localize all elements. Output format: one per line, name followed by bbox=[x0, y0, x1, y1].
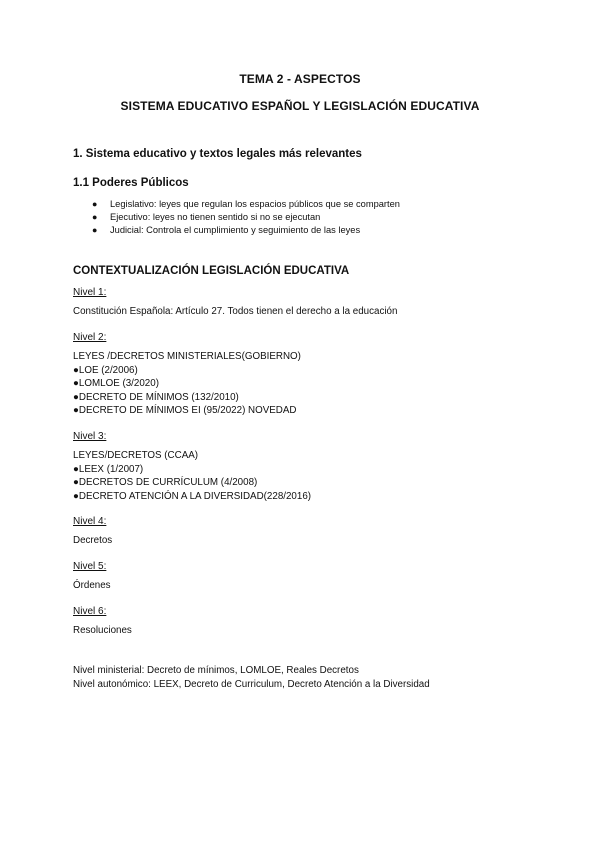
level-2-content: LEYES /DECRETOS MINISTERIALES(GOBIERNO) ●LOE (2/2006) ●LOMLOE (3/2020) ●DECRETO DE MÍNIMOS (132/2010) ●DECRETO DE MÍNIMOS EI (95/2022) NOVEDAD bbox=[73, 351, 301, 416]
level-1-content: Constitución Española: Artículo 27. Todos tienen el derecho a la educación bbox=[73, 306, 398, 317]
list-item: ● Legislativo: leyes que regulan los espacios públicos que se comparten bbox=[92, 198, 400, 211]
level-2-label: Nivel 2: bbox=[73, 332, 107, 343]
bullet-icon: ● bbox=[92, 212, 98, 223]
bullet-icon: ● bbox=[92, 225, 98, 236]
document-title: TEMA 2 - ASPECTOS bbox=[239, 72, 361, 86]
level-3-content: LEYES/DECRETOS (CCAA) ●LEEX (1/2007) ●DECRETOS DE CURRÍCULUM (4/2008) ●DECRETO ATENCIÓN A LA DIVERSIDAD(228/2016) bbox=[73, 450, 312, 502]
level-6-content: Resoluciones bbox=[73, 625, 132, 636]
level-6-label: Nivel 6: bbox=[73, 606, 107, 617]
summary: Nivel ministerial: Decreto de mínimos, LOMLOE, Reales Decretos Nivel autonómico: LEEX, Decreto de Curriculum, Decreto Atención a la Diversidad bbox=[73, 665, 430, 690]
level-5-label: Nivel 5: bbox=[73, 561, 107, 572]
document-subtitle: SISTEMA EDUCATIVO ESPAÑOL Y LEGISLACIÓN EDUCATIVA bbox=[120, 99, 480, 113]
poderes-list bbox=[92, 198, 400, 238]
section-heading-1: 1. Sistema educativo y textos legales más relevantes bbox=[73, 148, 362, 160]
list-item: ● Judicial: Controla el cumplimiento y seguimiento de las leyes bbox=[92, 224, 400, 237]
level-1-label: Nivel 1: bbox=[73, 287, 107, 298]
level-3-label: Nivel 3: bbox=[73, 431, 107, 442]
level-5-content: Órdenes bbox=[73, 580, 111, 591]
list-item: ● Ejecutivo: leyes no tienen sentido si no se ejecutan bbox=[92, 211, 400, 224]
section-heading-1-1: 1.1 Poderes Públicos bbox=[73, 177, 189, 189]
context-heading: CONTEXTUALIZACIÓN LEGISLACIÓN EDUCATIVA bbox=[73, 265, 350, 277]
level-4-label: Nivel 4: bbox=[73, 516, 107, 527]
level-4-content: Decretos bbox=[73, 535, 113, 546]
bullet-icon: ● bbox=[92, 199, 98, 209]
